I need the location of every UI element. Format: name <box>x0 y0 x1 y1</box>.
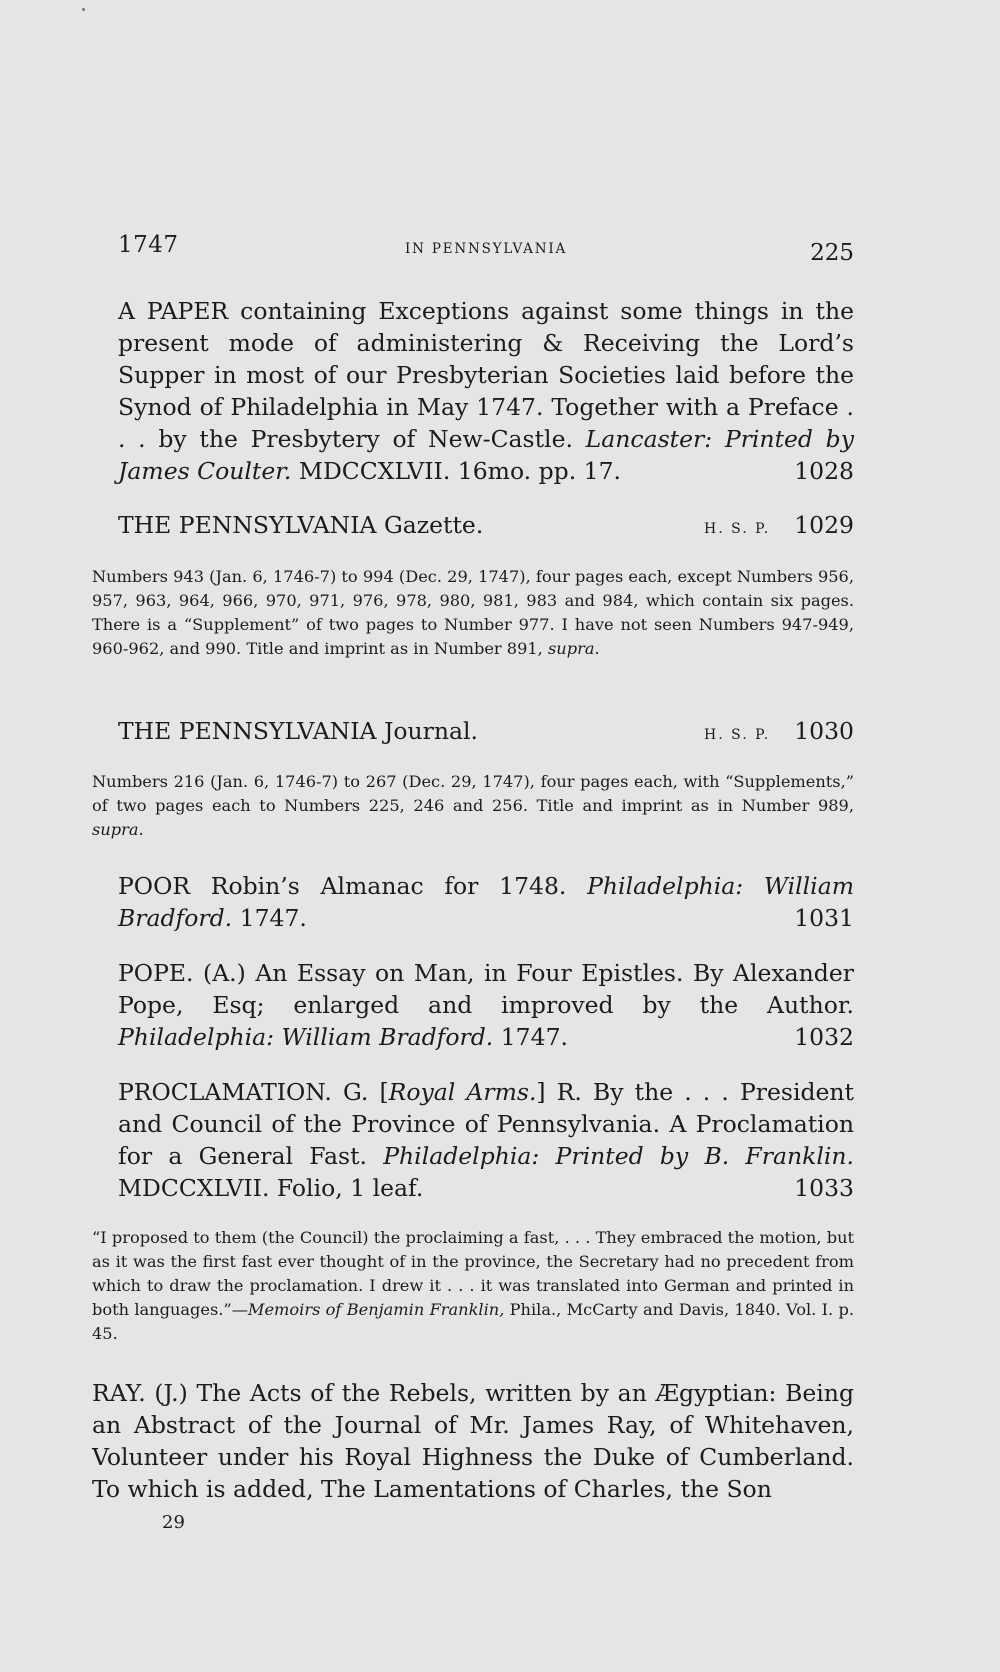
entry-number: 1032 <box>794 1023 854 1051</box>
entry-text: containing Exceptions against some things in the present mode of administering & Receiving the Lord’s Supper in most of our Presbyterian Societies laid before the Synod of Philadelphia in May 1747. Together with a Preface . . . by the Presbytery of New-Castle. <box>118 297 854 453</box>
note-tail: Phila., McCarty and Davis, 1840. Vol. I. p. 45. <box>92 1300 854 1343</box>
entry-tail: MDCCXLVII. Folio, 1 leaf. <box>118 1174 424 1202</box>
entry-tail: MDCCXLVII. 16mo. pp. 17. <box>291 457 622 485</box>
location-mark: H. S. P. <box>704 727 771 743</box>
entry-lead: THE PENNSYLVANIA <box>118 511 377 539</box>
note-1029 <box>92 565 854 661</box>
note-italic: supra. <box>92 820 144 839</box>
entry-text: G. [ <box>331 1078 389 1106</box>
entry-1031 <box>118 870 854 934</box>
entry-1028 <box>118 295 854 487</box>
entry-italic-inline: Royal Arms. <box>388 1078 537 1106</box>
entry-1030 <box>118 715 854 751</box>
scan-speck <box>82 8 85 11</box>
entry-imprint: Philadelphia: William Bradford. <box>118 1023 494 1051</box>
entry-lead: A PAPER <box>118 297 229 325</box>
entry-lead: THE PENNSYLVANIA <box>118 717 377 745</box>
entry-lead: PROCLAMATION. <box>118 1078 332 1106</box>
entry-tail: 1747. <box>232 904 307 932</box>
entry-lead: RAY. (J.) <box>92 1379 188 1407</box>
entry-text: An Essay on Man, in Four Epistles. By Alexander Pope, Esq; enlarged and improved by the Author. <box>118 959 854 1019</box>
location-mark: H. S. P. <box>704 521 771 537</box>
note-text: “I proposed to them (the Council) the proclaiming a fast, . . . They embraced the motion, but as it was the first fast ever thought of in the province, the Secretary had no precedent from which to draw the proclamation. I drew it . . . it was translated into German and printed in both languages.”— <box>92 1228 854 1319</box>
entry-text: Journal. <box>376 717 479 745</box>
page-number: 225 <box>810 240 854 266</box>
signature-mark: 29 <box>162 1512 185 1533</box>
entry-1033 <box>118 1076 854 1204</box>
entry-text: Robin’s Almanac for 1748. <box>190 872 588 900</box>
note-italic: supra. <box>547 639 600 658</box>
entry-imprint: Philadelphia: Printed by B. Franklin. <box>383 1142 854 1170</box>
running-title: IN PENNSYLVANIA <box>405 241 567 257</box>
entry-imprint: Lancaster: Printed by James Coulter. <box>118 425 854 485</box>
note-1030 <box>92 770 854 842</box>
entry-tail: 1747. <box>493 1023 569 1051</box>
running-header <box>118 232 854 272</box>
note-1033 <box>92 1226 854 1346</box>
note-text: Numbers 943 (Jan. 6, 1746-7) to 994 (Dec. 29, 1747), four pages each, except Numbers 956, 957, 963, 964, 966, 970, 971, 976, 978, 980, 981, 983 and 984, which contain six pages. There is a “Supplement” of two pages to Number 977. I have not seen Numbers 947-949, 960-962, and 990. Title and imprint as in Number 891, <box>92 567 854 658</box>
entry-1032 <box>118 957 854 1053</box>
entry-text-2: ] R. By the . . . President and Council of the Province of Pennsylvania. A Proclamation for a General Fast. <box>118 1078 855 1170</box>
entry-number: 1033 <box>794 1174 854 1202</box>
note-text: Numbers 216 (Jan. 6, 1746-7) to 267 (Dec. 29, 1747), four pages each, with “Supplements,” of two pages each to Numbers 225, 246 and 256. Title and imprint as in Number 989, <box>92 772 854 815</box>
header-year: 1747 <box>118 232 179 258</box>
entry-number: 1029 <box>794 511 854 539</box>
entry-number: 1030 <box>794 717 854 745</box>
entry-number: 1031 <box>794 904 854 932</box>
entry-ray <box>92 1377 854 1505</box>
entry-imprint: Philadelphia: William Bradford. <box>118 872 854 932</box>
entry-lead: POOR <box>118 872 191 900</box>
entry-1029 <box>118 509 854 545</box>
entry-lead: POPE. (A.) <box>118 959 246 987</box>
entry-text: The Acts of the Rebels, written by an Ægyptian: Being an Abstract of the Journal of Mr. James Ray, of Whitehaven, Volunteer under his Royal Highness the Duke of Cumberland. To which is added, The Lamentations of Charles, the Son <box>92 1379 854 1503</box>
note-italic: Memoirs of Benjamin Franklin, <box>247 1300 505 1319</box>
entry-number: 1028 <box>794 457 854 485</box>
entry-text: Gazette. <box>376 511 484 539</box>
